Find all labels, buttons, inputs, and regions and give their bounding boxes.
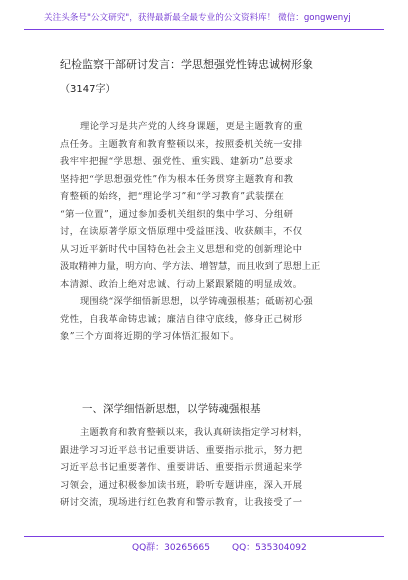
banner-divider [24, 29, 384, 30]
paragraph-line: 讨，在读原著学原文悟原理中受益匪浅、收获颇丰，不仅 [60, 226, 303, 237]
paragraph-line: 主题教育和教育整顿以来，我认真研读指定学习材料， [80, 427, 308, 438]
intro-paragraph [60, 118, 350, 346]
paragraph-line: 育整顿的始终，把“理论学习”和“学习教育”武装摆在 [60, 191, 285, 202]
paragraph-line: 从习近平新时代中国特色社会主义思想和党的创新理论中 [60, 243, 303, 255]
paragraph-line: 党性，自我革命铸忠诚；廉洁自律守底线，修身正己树形 [60, 313, 303, 325]
paragraph-line: 象”三个方面将近期的学习体悟汇报如下。 [60, 331, 240, 342]
paragraph-line: 理论学习是共产党的人终身课题，更是主题教育的重 [80, 121, 304, 132]
header-banner [0, 0, 408, 50]
paragraph-line: “第一位置”，通过参加委机关组织的集中学习、分组研 [60, 208, 294, 220]
footer [0, 536, 408, 556]
paragraph-line: 我牢牢把握“学思想、强党性、重实践、建新功”总要求 [60, 156, 294, 167]
paragraph-line: 研讨交流，现场进行红色教育和警示教育，让我接受了一 [60, 497, 303, 508]
qq-contact-text: QQ：535304092 [232, 543, 307, 553]
paragraph-line: 跟进学习习近平总书记重要讲话、重要指示批示，努力把 [60, 444, 303, 456]
word-count: （3147字） [60, 84, 116, 95]
section-heading: 一、深学细悟新思想，以学铸魂强根基 [82, 403, 261, 415]
paragraph-line: 习领会，通过积极参加读书班，聆听专题讲座，深入开展 [60, 479, 303, 491]
paragraph-line: 汲取精神力量，明方向、学方法、增智慧，而且收到了思想上正 [60, 261, 321, 272]
paragraph-line: 本清源、政治上绝对忠诚、行动上紧跟紧随的明显成效。 [60, 278, 303, 290]
paragraph-line: 点任务。主题教育和教育整顿以来，按照委机关统一安排 [60, 138, 303, 150]
document-title: 纪检监察干部研讨发言：学思想强党性铸忠诚树形象 [60, 58, 313, 71]
paragraph-line: 习近平总书记重要著作、重要讲话、重要指示贯通起来学 [60, 462, 303, 473]
section-paragraph [60, 424, 350, 512]
banner-text: 关注头条号"公文研究"，获得最新最全最专业的公文资料库！ 微信：gongwenyj [44, 13, 351, 23]
qq-group-text: QQ群：30265665 [132, 543, 210, 553]
footer-divider [24, 536, 384, 537]
paragraph-line: 现围绕“深学细悟新思想，以学铸魂强根基；砥砺初心强 [80, 296, 313, 307]
paragraph-line: 坚持把“学思想强党性”作为根本任务贯穿主题教育和教 [60, 173, 294, 185]
